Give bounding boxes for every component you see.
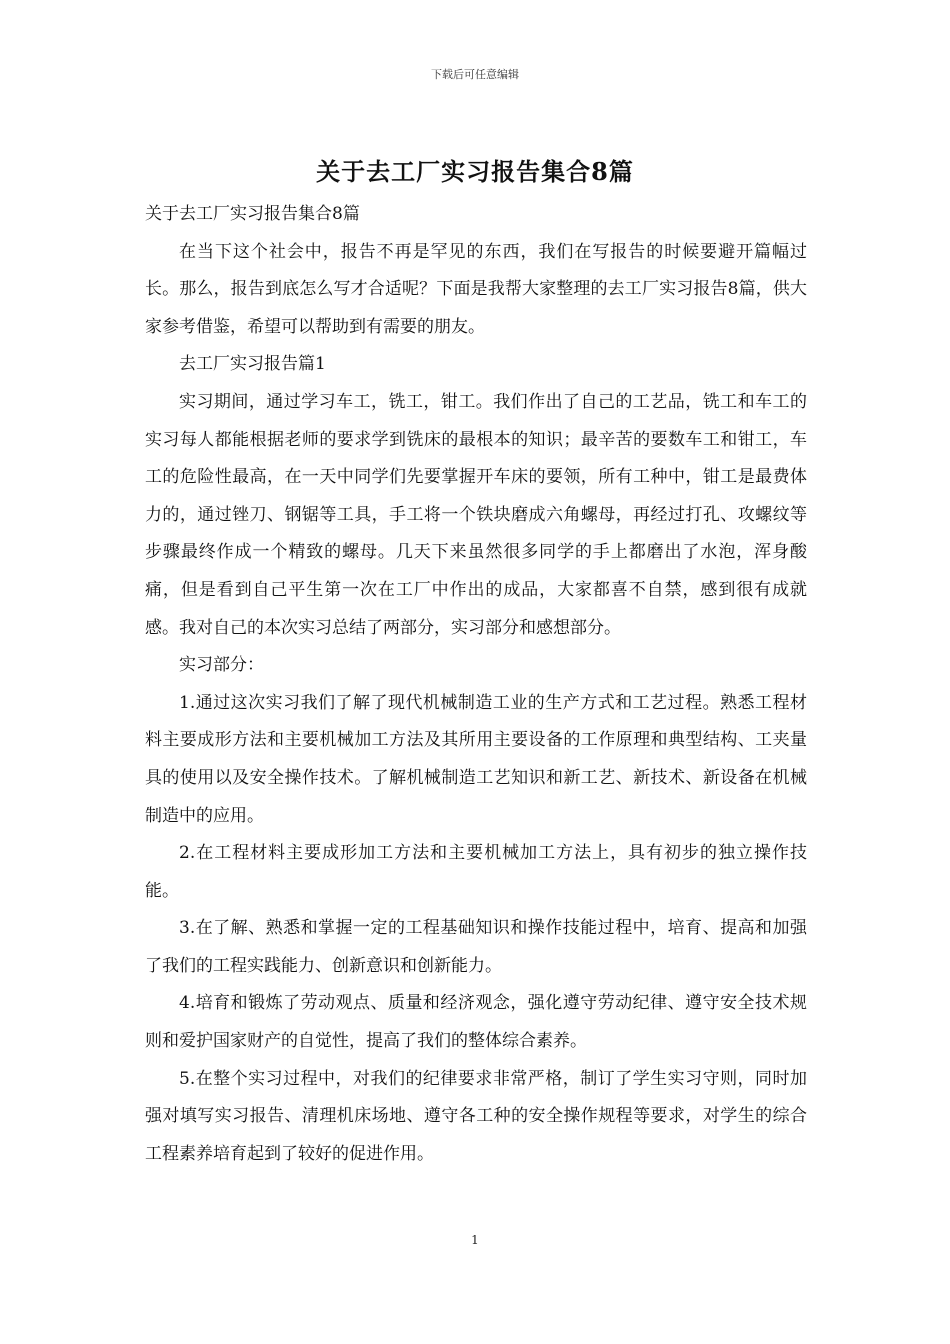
document-title: 关于去工厂实习报告集合8篇 [316,157,634,186]
section-heading: 去工厂实习报告篇1 [179,354,326,375]
list-item: 5.在整个实习过程中，对我们的纪律要求非常严格，制订了学生实习守则，同时加强对填写实习报告、清理机床场地、遵守各工种的安全操作规程等要求，对学生的综合工程素养培育起到了较好的促进作用。 [145,1068,807,1164]
intro-paragraph: 在当下这个社会中，报告不再是罕见的东西，我们在写报告的时候要避开篇幅过长。那么，报告到底怎么写才合适呢？下面是我帮大家整理的去工厂实习报告8篇，供大家参考借鉴，希望可以帮助到有需要的朋友。 [145,241,807,337]
page-number: 1 [471,1233,479,1247]
section-label: 实习部分： [179,655,264,676]
list-item: 2.在工程材料主要成形加工方法和主要机械加工方法上，具有初步的独立操作技能。 [145,843,807,901]
list-item: 1.通过这次实习我们了解了现代机械制造工业的生产方式和工艺过程。熟悉工程材料主要成形方法和主要机械加工方法及其所用主要设备的工作原理和典型结构、工夹量具的使用以及安全操作技术。了解机械制造工艺知识和新工艺、新技术、新设备在机械制造中的应用。 [145,692,807,826]
subtitle-paragraph: 关于去工厂实习报告集合8篇 [145,204,360,224]
list-item: 4.培育和锻炼了劳动观点、质量和经济观念，强化遵守劳动纪律、遵守安全技术规则和爱护国家财产的自觉性，提高了我们的整体综合素养。 [145,993,807,1052]
header-note: 下载后可任意编辑 [431,68,519,81]
document-body [145,196,807,1173]
list-item: 3.在了解、熟悉和掌握一定的工程基础知识和操作技能过程中，培育、提高和加强了我们的工程实践能力、创新意识和创新能力。 [145,918,807,976]
body-paragraph: 实习期间，通过学习车工，铣工，钳工。我们作出了自己的工艺品，铣工和车工的实习每人都能根据老师的要求学到铣床的最根本的知识；最辛苦的要数车工和钳工，车工的危险性最高，在一天中同学们先要掌握开车床的要领，所有工种中，钳工是最费体力的，通过锉刀、钢锯等工具，手工将一个铁块磨成六角螺母，再经过打孔、攻螺纹等步骤最终作成一个精致的螺母。几天下来虽然很多同学的手上都磨出了水泡，浑身酸痛，但是看到自己平生第一次在工厂中作出的成品，大家都喜不自禁，感到很有成就感。我对自己的本次实习总结了两部分，实习部分和感想部分。 [145,391,807,638]
